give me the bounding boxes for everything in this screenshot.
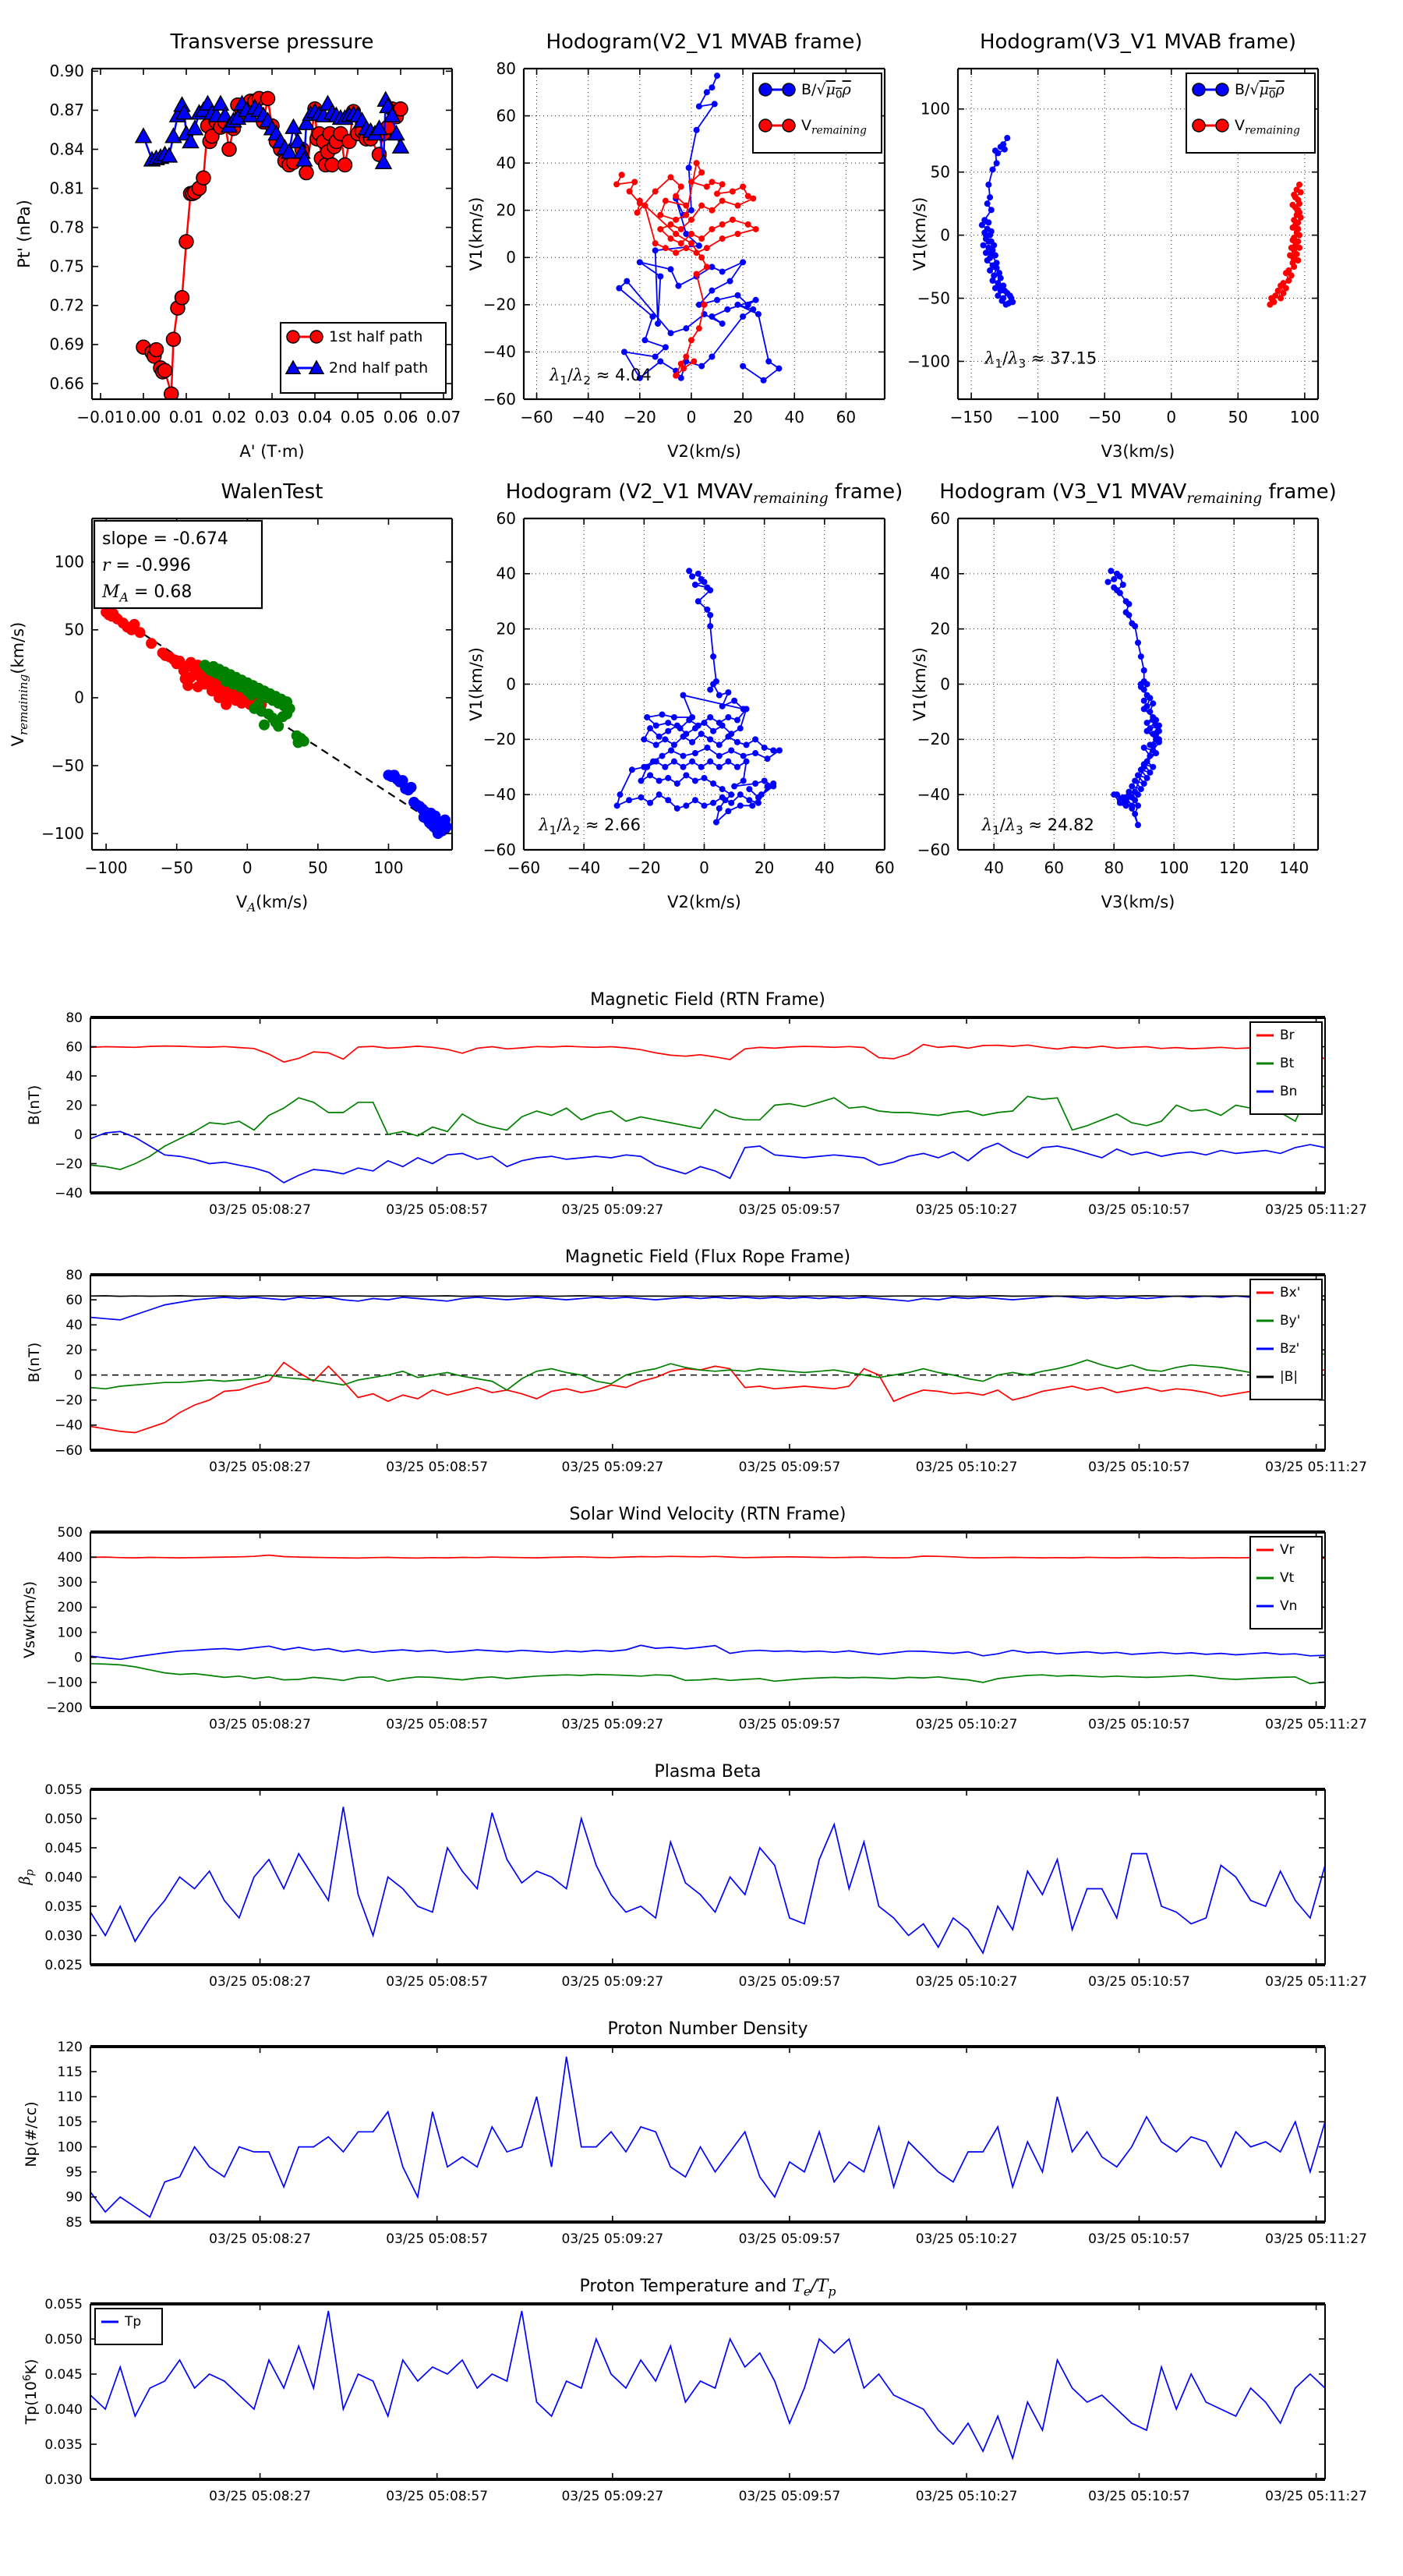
series-beta_p: [90, 1807, 1325, 1954]
x-tick-label: 03/25 05:09:27: [561, 2489, 664, 2504]
y-tick-label: 115: [57, 2064, 83, 2080]
markers-last: [383, 770, 451, 839]
y-tick-label: −100: [46, 1675, 83, 1691]
x-tick-label: 03/25 05:10:27: [915, 1202, 1018, 1218]
x-tick-label: 03/25 05:10:57: [1088, 2489, 1190, 2504]
legend-label: Bz': [1280, 1341, 1300, 1357]
y-tick-label: 0.90: [49, 62, 84, 81]
chart-title: Magnetic Field (Flux Rope Frame): [564, 1247, 851, 1267]
y-tick-label: −40: [917, 784, 950, 804]
x-tick-label: −40: [571, 408, 605, 426]
y-tick-label: 0: [74, 688, 84, 707]
y-tick-label: −50: [51, 755, 84, 775]
x-tick-label: 140: [1279, 858, 1309, 877]
stats-line: $M_A = 0.68$: [102, 582, 193, 605]
series-group: [90, 1296, 1325, 1433]
x-tick-label: 03/25 05:08:27: [209, 1717, 311, 1732]
legend: [1250, 1279, 1322, 1399]
series-Vt: [90, 1664, 1325, 1684]
legend-label: Vt: [1280, 1570, 1295, 1586]
x-tick-label: 03/25 05:08:57: [386, 1717, 489, 1732]
y-tick-label: 100: [57, 1625, 83, 1641]
x-tick-label: 03/25 05:11:27: [1265, 1460, 1367, 1475]
y-tick-label: 0: [506, 248, 516, 267]
legend-label: Bx': [1280, 1285, 1301, 1300]
series-group: [90, 1045, 1325, 1183]
y-axis-label: B(nT): [26, 1085, 43, 1126]
legend: [1250, 1022, 1322, 1114]
x-tick-label: 0.03: [254, 408, 290, 426]
x-tick-label: 03/25 05:08:57: [386, 1202, 489, 1218]
x-tick-label: 80: [1104, 858, 1124, 877]
x-tick-label: 0: [686, 408, 697, 426]
x-tick-label: 03/25 05:10:27: [915, 1460, 1018, 1475]
x-tick-label: −50: [160, 858, 193, 877]
y-tick-label: 90: [65, 2189, 83, 2206]
legend: [95, 2309, 162, 2344]
x-tick-label: 60: [1044, 858, 1064, 877]
series-|B|: [90, 1296, 1325, 1297]
x-tick-label: 03/25 05:08:27: [209, 2231, 311, 2247]
x-tick-label: −50: [1088, 408, 1122, 426]
x-tick-label: 0.06: [383, 408, 419, 426]
y-tick-label: 0.040: [44, 2401, 83, 2418]
y-tick-label: 500: [57, 1524, 83, 1541]
panel-proton-number-density: [0, 1996, 1403, 2253]
y-tick-label: 100: [920, 99, 950, 119]
axis-ticks: [90, 2304, 1325, 2479]
x-tick-label: −60: [520, 408, 553, 426]
series-Bn: [90, 1131, 1325, 1183]
chart-canvas-transverse-pressure: [0, 0, 475, 468]
chart-title: Hodogram(V3_V1 MVAB frame): [979, 30, 1297, 54]
y-tick-label: 40: [65, 1318, 83, 1334]
x-tick-label: 03/25 05:09:27: [561, 1974, 664, 1990]
chart-title: Plasma Beta: [654, 1762, 762, 1782]
legend-label: 1st half path: [329, 328, 423, 345]
grid-lines: [524, 518, 885, 850]
y-tick-label: 0.045: [44, 2366, 83, 2383]
y-tick-label: 0.78: [49, 218, 84, 237]
y-tick-label: 0.045: [44, 1840, 83, 1856]
y-tick-label: 0: [74, 1650, 83, 1666]
y-tick-label: 0.030: [44, 2472, 83, 2488]
x-tick-label: 03/25 05:11:27: [1265, 1974, 1367, 1990]
y-tick-label: −200: [46, 1700, 83, 1716]
legend-label: By': [1280, 1313, 1301, 1329]
y-tick-label: 50: [64, 620, 84, 639]
x-tick-label: 50: [1228, 408, 1249, 426]
y-tick-label: 60: [496, 508, 516, 528]
legend-label: Br: [1280, 1028, 1295, 1043]
series-group: [1105, 568, 1162, 828]
y-tick-label: 0: [74, 1368, 83, 1384]
legend-label: Bn: [1280, 1084, 1298, 1099]
plot-hodogram-v3v1-mvav: [910, 468, 1403, 967]
series-Vr: [90, 1555, 1325, 1559]
y-tick-label: 110: [57, 2089, 83, 2106]
y-tick-label: 40: [930, 564, 950, 583]
chart-title: Hodogram (V2_V1 $MVAV_{remaining}$ frame): [505, 480, 903, 508]
chart-canvas-proton-temperature: [0, 2253, 1403, 2573]
x-tick-label: 03/25 05:10:57: [1088, 1974, 1190, 1990]
y-axis-label: V1(km/s): [910, 196, 929, 271]
x-tick-label: 03/25 05:08:57: [386, 2489, 489, 2504]
series-group: [99, 606, 452, 840]
x-tick-label: 03/25 05:10:57: [1088, 1460, 1190, 1475]
x-tick-label: 0.01: [168, 408, 204, 426]
y-tick-label: 60: [930, 508, 950, 528]
x-tick-label: 03/25 05:09:57: [738, 1974, 841, 1990]
legend: [1186, 73, 1315, 153]
y-tick-label: 20: [65, 1343, 83, 1359]
y-tick-label: −40: [482, 784, 516, 804]
x-tick-label: 100: [1159, 858, 1189, 877]
x-tick-label: 20: [754, 858, 775, 877]
y-tick-label: 0: [940, 674, 950, 694]
y-tick-label: 20: [930, 619, 950, 639]
plot-hodogram-v2v1-mvab: [467, 0, 920, 468]
y-tick-label: 50: [930, 162, 950, 182]
x-tick-label: 03/25 05:09:57: [738, 2489, 841, 2504]
y-tick-label: 0.66: [49, 373, 84, 393]
chart-title: Proton Temperature and $T_e/T_p$: [579, 2277, 836, 2299]
legend-label: Bt: [1280, 1056, 1295, 1071]
x-tick-label: 03/25 05:08:27: [209, 1974, 311, 1990]
panel-magnetic-field-flux-rope: [0, 1224, 1403, 1481]
y-tick-label: 20: [65, 1098, 83, 1114]
x-tick-label: 03/25 05:08:57: [386, 1974, 489, 1990]
y-tick-label: 40: [496, 153, 516, 172]
x-tick-label: 03/25 05:09:57: [738, 1202, 841, 1218]
y-tick-label: 200: [57, 1600, 83, 1616]
y-tick-label: −20: [55, 1156, 83, 1173]
x-axis-label: V2(km/s): [667, 893, 741, 911]
x-tick-label: 0: [1166, 408, 1177, 426]
x-tick-label: 0.07: [426, 408, 461, 426]
x-tick-label: 0.00: [125, 408, 161, 426]
series-group: [90, 2311, 1325, 2458]
x-tick-label: 0: [242, 858, 253, 877]
x-tick-label: 0: [699, 858, 709, 877]
y-tick-label: 0.040: [44, 1870, 83, 1886]
panel-magnetic-field-rtn: [0, 967, 1403, 1224]
x-tick-label: 03/25 05:08:57: [386, 2231, 489, 2247]
legend: [753, 73, 882, 153]
y-tick-label: −40: [55, 1417, 83, 1434]
y-axis-label: Pt' (nPa): [15, 200, 34, 268]
x-tick-label: 03/25 05:11:27: [1265, 2489, 1367, 2504]
series-Br: [90, 1045, 1325, 1063]
markers-V: [614, 568, 783, 825]
panel-plasma-beta: [0, 1739, 1403, 1996]
x-tick-label: 40: [815, 858, 835, 877]
y-axis-label: B(nT): [26, 1342, 43, 1383]
y-tick-label: 0.055: [44, 1782, 83, 1798]
x-tick-label: 03/25 05:11:27: [1265, 1202, 1367, 1218]
legend-label: $V_{remaining}$: [801, 117, 867, 137]
x-tick-label: 03/25 05:09:27: [561, 1717, 664, 1732]
axis-ticks: [524, 518, 885, 850]
legend: [1250, 1537, 1322, 1629]
y-tick-label: −40: [482, 342, 516, 362]
x-tick-label: −100: [1016, 408, 1060, 426]
y-tick-label: −60: [482, 840, 516, 859]
stats-line: slope = -0.674: [102, 529, 228, 549]
x-tick-label: 03/25 05:10:57: [1088, 1202, 1190, 1218]
legend-label: $B/√\mu_0\rho$: [801, 81, 851, 101]
plot-transverse-pressure: [0, 0, 475, 468]
y-axis-label: V1(km/s): [910, 647, 929, 721]
legend-label: $V_{remaining}$: [1235, 117, 1300, 137]
y-tick-label: −40: [55, 1185, 83, 1201]
legend-label: Vr: [1280, 1542, 1295, 1558]
chart-canvas-magnetic-field-rtn: [0, 967, 1403, 1224]
y-tick-label: 80: [65, 1267, 83, 1283]
x-axis-label: V3(km/s): [1101, 893, 1175, 911]
y-tick-label: 95: [65, 2164, 83, 2181]
annotation: $\lambda_1/\lambda_3 \approx 37.15$: [984, 349, 1097, 371]
y-tick-label: 0.84: [49, 140, 84, 159]
y-axis-label: $V_{remaining}(km/s)$: [9, 621, 31, 747]
y-tick-label: −60: [917, 840, 950, 859]
x-tick-label: 03/25 05:08:27: [209, 1202, 311, 1218]
x-tick-label: 03/25 05:09:27: [561, 1202, 664, 1218]
y-tick-label: −100: [907, 352, 950, 371]
y-tick-label: 0.81: [49, 179, 84, 198]
y-tick-label: 300: [57, 1575, 83, 1591]
x-tick-label: 03/25 05:10:27: [915, 2489, 1018, 2504]
y-axis-label: Np(#/cc): [23, 2101, 40, 2167]
y-tick-label: 0: [506, 674, 516, 694]
plot-walen-test: [0, 468, 475, 967]
legend-label: $B/√\mu_0\rho$: [1235, 81, 1285, 101]
chart-canvas-walen-test: [0, 468, 475, 967]
y-tick-label: 0.025: [44, 1957, 83, 1973]
y-axis-label: $Tp(10^6K)$: [20, 2358, 40, 2425]
y-tick-label: 120: [57, 2039, 83, 2055]
x-tick-label: 20: [733, 408, 753, 426]
y-tick-label: −60: [482, 389, 516, 409]
axis-ticks: [90, 2047, 1325, 2222]
x-tick-label: 03/25 05:09:57: [738, 1460, 841, 1475]
y-tick-label: 100: [57, 2139, 83, 2156]
chart-title: Hodogram (V3_V1 $MVAV_{remaining}$ frame): [939, 480, 1337, 508]
x-tick-label: 03/25 05:08:27: [209, 2489, 311, 2504]
chart-canvas-hodogram-v2v1-mvav: [467, 468, 920, 967]
x-tick-label: 40: [784, 408, 804, 426]
markers-V remaining: [613, 160, 759, 379]
y-tick-label: 0.050: [44, 2331, 83, 2348]
series-group: [90, 2057, 1325, 2217]
annotation: $\lambda_1/\lambda_2 \approx 4.04$: [550, 365, 652, 387]
y-tick-label: −20: [55, 1392, 83, 1409]
stats-line: r = -0.996: [102, 556, 191, 575]
y-tick-label: 0.69: [49, 334, 84, 354]
chart-title: Proton Number Density: [607, 2019, 808, 2039]
y-tick-label: 0.030: [44, 1928, 83, 1944]
legend-label: |B|: [1280, 1369, 1299, 1385]
series-group: [979, 135, 1304, 308]
y-axis-label: $\beta_p$: [16, 1869, 37, 1885]
chart-canvas-hodogram-v3v1-mvav: [910, 468, 1403, 967]
series-V remaining: [617, 163, 756, 376]
x-tick-label: 03/25 05:11:27: [1265, 2231, 1367, 2247]
x-tick-label: −0.01: [76, 408, 125, 426]
axis-ticks: [90, 1789, 1325, 1965]
y-tick-label: −60: [55, 1442, 83, 1459]
y-tick-label: 0.035: [44, 1898, 83, 1915]
chart-title: Magnetic Field (RTN Frame): [590, 990, 825, 1010]
y-tick-label: 20: [496, 619, 516, 639]
x-tick-label: 03/25 05:09:27: [561, 1460, 664, 1475]
series-group: [90, 1555, 1325, 1684]
y-axis-label: Vsw(km/s): [21, 1580, 38, 1659]
y-tick-label: 0: [74, 1127, 83, 1143]
x-tick-label: 03/25 05:10:57: [1088, 1717, 1190, 1732]
legend-label: 2nd half path: [329, 359, 429, 377]
x-tick-label: 50: [308, 858, 328, 877]
legend-label: Tp: [125, 2314, 142, 2330]
x-tick-label: 03/25 05:10:27: [915, 2231, 1018, 2247]
axis-ticks: [90, 1017, 1325, 1193]
plot-hodogram-v3v1-mvab: [907, 0, 1403, 468]
x-tick-label: 03/25 05:11:27: [1265, 1717, 1367, 1732]
y-tick-label: 20: [496, 200, 516, 220]
markers-middle: [200, 660, 309, 748]
axis-ticks: [90, 1532, 1325, 1707]
x-tick-label: 03/25 05:08:27: [209, 1460, 311, 1475]
series-Bz': [90, 1296, 1325, 1320]
markers-first: [101, 607, 267, 714]
panel-solar-wind-velocity: [0, 1481, 1403, 1739]
y-tick-label: 80: [65, 1010, 83, 1026]
y-tick-label: 0.87: [49, 101, 84, 120]
y-tick-label: 100: [54, 552, 84, 571]
chart-canvas-plasma-beta: [0, 1739, 1403, 1996]
x-tick-label: 0.02: [211, 408, 247, 426]
y-tick-label: −20: [917, 730, 950, 749]
chart-canvas-proton-number-density: [0, 1996, 1403, 2253]
y-tick-label: 0.75: [49, 257, 84, 276]
y-tick-label: 60: [65, 1039, 83, 1056]
x-tick-label: −150: [949, 408, 993, 426]
y-tick-label: 60: [496, 106, 516, 126]
x-axis-label: A' (T·m): [239, 442, 305, 461]
x-tick-label: −20: [623, 408, 656, 426]
y-tick-label: 80: [496, 58, 516, 78]
x-tick-label: 03/25 05:09:57: [738, 1717, 841, 1732]
axis-ticks: [90, 1275, 1325, 1450]
chart-canvas-magnetic-field-flux-rope: [0, 1224, 1403, 1481]
chart-canvas-hodogram-v3v1-mvab: [907, 0, 1403, 468]
y-axis-label: V1(km/s): [467, 196, 486, 271]
legend-label: Vn: [1280, 1598, 1298, 1614]
x-axis-label: $V_A(km/s)$: [235, 893, 309, 915]
x-tick-label: −40: [567, 858, 601, 877]
chart-title: Solar Wind Velocity (RTN Frame): [569, 1505, 846, 1524]
y-tick-label: 0.050: [44, 1811, 83, 1828]
x-tick-label: −20: [627, 858, 661, 877]
x-tick-label: 60: [875, 858, 895, 877]
chart-canvas-solar-wind-velocity: [0, 1481, 1403, 1739]
y-tick-label: 0: [940, 225, 950, 245]
series-Bt: [90, 1086, 1325, 1169]
x-tick-label: 40: [984, 858, 1004, 877]
y-axis-label: V1(km/s): [467, 647, 486, 721]
markers-B/sqrt(mu0 rho): [979, 135, 1016, 308]
x-tick-label: 120: [1219, 858, 1249, 877]
x-tick-label: 03/25 05:09:27: [561, 2231, 664, 2247]
x-tick-label: 0.05: [340, 408, 376, 426]
legend: [281, 323, 446, 393]
annotation: $\lambda_1/\lambda_3 \approx 24.82$: [981, 816, 1094, 838]
y-tick-label: −20: [482, 295, 516, 314]
series-Tp: [90, 2311, 1325, 2458]
series-group: [90, 1807, 1325, 1954]
y-tick-label: 0.035: [44, 2436, 83, 2453]
plot-hodogram-v2v1-mvav: [467, 468, 920, 967]
series-Bx': [90, 1363, 1325, 1433]
series-Vn: [90, 1645, 1325, 1659]
y-tick-label: 40: [65, 1068, 83, 1085]
y-tick-label: −100: [41, 823, 84, 843]
x-tick-label: −60: [507, 858, 541, 877]
y-tick-label: 85: [65, 2214, 83, 2231]
x-tick-label: 03/25 05:09:57: [738, 2231, 841, 2247]
annotation: $\lambda_1/\lambda_2 \approx 2.66$: [539, 816, 641, 838]
chart-title: Transverse pressure: [170, 30, 374, 54]
x-axis-label: V3(km/s): [1101, 442, 1175, 461]
x-tick-label: 03/25 05:10:27: [915, 1717, 1018, 1732]
x-tick-label: 03/25 05:10:57: [1088, 2231, 1190, 2247]
x-tick-label: −100: [84, 858, 128, 877]
y-tick-label: 0.055: [44, 2296, 83, 2312]
y-tick-label: 60: [65, 1292, 83, 1308]
x-tick-label: 100: [373, 858, 404, 877]
chart-title: WalenTest: [221, 480, 323, 504]
y-tick-label: −20: [482, 730, 516, 749]
y-tick-label: −50: [917, 288, 950, 308]
chart-canvas-hodogram-v2v1-mvab: [467, 0, 920, 468]
x-tick-label: 03/25 05:08:57: [386, 1460, 489, 1475]
x-tick-label: 0.04: [297, 408, 333, 426]
y-tick-label: 0.72: [49, 295, 84, 315]
series-group: [614, 568, 783, 825]
markers-V remaining: [1267, 182, 1303, 308]
x-tick-label: 03/25 05:10:27: [915, 1974, 1018, 1990]
x-tick-label: 60: [836, 408, 857, 426]
x-axis-label: V2(km/s): [667, 442, 741, 461]
y-tick-label: 105: [57, 2114, 83, 2131]
y-tick-label: 400: [57, 1549, 83, 1566]
chart-title: Hodogram(V2_V1 MVAB frame): [546, 30, 863, 54]
y-tick-label: 40: [496, 564, 516, 583]
panel-proton-temperature: [0, 2253, 1403, 2573]
series-Np: [90, 2057, 1325, 2217]
x-tick-label: 100: [1289, 408, 1320, 426]
